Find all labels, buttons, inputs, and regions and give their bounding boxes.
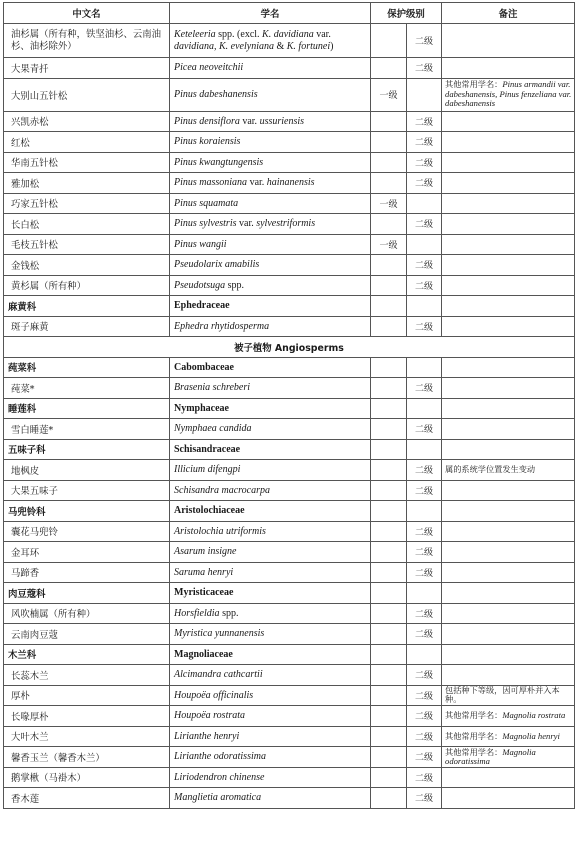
level-two xyxy=(407,439,442,460)
scientific-name: Keteleeria spp. (excl. K. davidiana var. davidiana, K. evelyniana & K. fortunei) xyxy=(170,24,371,58)
sci-name-part: Ephedra rhytidosperma xyxy=(174,320,270,332)
header-protection-level: 保护级别 xyxy=(371,3,442,24)
level-two: 二级 xyxy=(407,173,442,194)
level-one xyxy=(371,747,407,768)
scientific-name xyxy=(170,316,371,337)
scientific-name xyxy=(170,685,371,706)
level-two: 二级 xyxy=(407,562,442,583)
level-two xyxy=(407,357,442,378)
table-row xyxy=(4,111,575,132)
remark-other-name: Magnolia odoratissima xyxy=(445,746,536,766)
family-chinese-name: 马兜铃科 xyxy=(4,501,170,522)
scientific-name xyxy=(170,255,371,276)
level-one xyxy=(371,603,407,624)
table-row xyxy=(4,603,575,624)
chinese-name: 地枫皮 xyxy=(4,460,170,481)
remark xyxy=(442,624,575,645)
family-scientific-name: Aristolochiaceae xyxy=(170,501,371,522)
family-row xyxy=(4,501,575,522)
level-two: 二级 xyxy=(407,255,442,276)
table-row xyxy=(4,788,575,809)
chinese-name: 鹅掌楸（马褂木） xyxy=(4,767,170,788)
chinese-name: 马蹄香 xyxy=(4,562,170,583)
header-scientific-name: 学名 xyxy=(170,3,371,24)
level-one xyxy=(371,542,407,563)
level-one xyxy=(371,439,407,460)
table-row xyxy=(4,767,575,788)
remark xyxy=(442,173,575,194)
chinese-name: 黄杉属（所有种） xyxy=(4,275,170,296)
level-two: 二级 xyxy=(407,665,442,686)
sci-name-part: Saruma henryi xyxy=(174,566,234,578)
scientific-name xyxy=(170,603,371,624)
remark xyxy=(442,214,575,235)
remark-text: 包括种下等级，因可厚朴并入本种。 xyxy=(445,685,560,705)
sci-name-part: Pinus kwangtungensis xyxy=(174,156,264,168)
table-row xyxy=(4,24,575,58)
sci-name-part: Picea neoveitchii xyxy=(174,62,244,74)
sci-name-rank: var. xyxy=(247,177,267,189)
family-row xyxy=(4,398,575,419)
scientific-name xyxy=(170,706,371,727)
sci-name-part: Pseudolarix amabilis xyxy=(174,259,260,271)
level-two: 二级 xyxy=(407,747,442,768)
chinese-name: 馨香玉兰（馨香木兰） xyxy=(4,747,170,768)
family-chinese-name: 五味子科 xyxy=(4,439,170,460)
chinese-name: 大别山五针松 xyxy=(4,78,170,111)
level-two: 二级 xyxy=(407,542,442,563)
table-row xyxy=(4,706,575,727)
remark xyxy=(442,706,575,727)
scientific-name xyxy=(170,665,371,686)
level-two: 二级 xyxy=(407,480,442,501)
remark xyxy=(442,767,575,788)
level-one xyxy=(371,58,407,79)
scientific-name xyxy=(170,111,371,132)
scientific-name xyxy=(170,747,371,768)
level-two: 二级 xyxy=(407,767,442,788)
level-two: 二级 xyxy=(407,419,442,440)
remark-text: 属的系统学位置发生变动 xyxy=(445,464,536,475)
remark xyxy=(442,603,575,624)
family-scientific-name: Magnoliaceae xyxy=(170,644,371,665)
sci-name-part: Pinus dabeshanensis xyxy=(174,89,258,100)
chinese-name: 巧家五针松 xyxy=(4,193,170,214)
level-one xyxy=(371,296,407,317)
scientific-name xyxy=(170,78,371,111)
remark xyxy=(442,480,575,501)
remark xyxy=(442,685,575,706)
level-two: 二级 xyxy=(407,624,442,645)
level-two: 二级 xyxy=(407,316,442,337)
remark xyxy=(442,111,575,132)
table-row xyxy=(4,685,575,706)
sci-name-part: Myristica yunnanensis xyxy=(174,628,265,640)
remark xyxy=(442,665,575,686)
level-one xyxy=(371,132,407,153)
scientific-name xyxy=(170,562,371,583)
remark-text: 其他常用学名： xyxy=(445,710,503,721)
level-two: 二级 xyxy=(407,24,442,58)
level-one xyxy=(371,275,407,296)
sci-name-part: Liriodendron chinense xyxy=(174,771,265,783)
chinese-name: 兴凯赤松 xyxy=(4,111,170,132)
level-one xyxy=(371,665,407,686)
level-one: 一级 xyxy=(371,78,407,111)
sci-name-part: Houpoëa officinalis xyxy=(174,689,254,701)
sci-name-part: ussuriensis xyxy=(259,115,305,127)
scientific-name xyxy=(170,460,371,481)
section-row xyxy=(4,337,575,358)
table-row xyxy=(4,562,575,583)
remark xyxy=(442,357,575,378)
chinese-name: 莼菜* xyxy=(4,378,170,399)
chinese-name: 云南肉豆蔻 xyxy=(4,624,170,645)
scientific-name xyxy=(170,788,371,809)
family-row xyxy=(4,644,575,665)
scientific-name xyxy=(170,521,371,542)
level-two xyxy=(407,398,442,419)
table-row xyxy=(4,152,575,173)
level-two xyxy=(407,193,442,214)
level-one xyxy=(371,685,407,706)
remark xyxy=(442,24,575,58)
level-two: 二级 xyxy=(407,275,442,296)
chinese-name: 长喙厚朴 xyxy=(4,706,170,727)
level-one xyxy=(371,173,407,194)
chinese-name: 厚朴 xyxy=(4,685,170,706)
level-two: 二级 xyxy=(407,111,442,132)
sci-name-part: Pinus densiflora xyxy=(174,115,240,127)
table-row xyxy=(4,316,575,337)
chinese-name: 风吹楠属（所有种） xyxy=(4,603,170,624)
table-row xyxy=(4,58,575,79)
level-one: 一级 xyxy=(371,193,407,214)
level-two xyxy=(407,78,442,111)
table-row xyxy=(4,419,575,440)
chinese-name: 华南五针松 xyxy=(4,152,170,173)
level-two xyxy=(407,296,442,317)
table-row xyxy=(4,234,575,255)
chinese-name: 红松 xyxy=(4,132,170,153)
family-scientific-name: Nymphaceae xyxy=(170,398,371,419)
level-two: 二级 xyxy=(407,152,442,173)
remark-text: 其他常用学名： xyxy=(445,79,503,90)
level-two xyxy=(407,501,442,522)
chinese-name: 长蕊木兰 xyxy=(4,665,170,686)
level-one xyxy=(371,111,407,132)
scientific-name xyxy=(170,132,371,153)
scientific-name xyxy=(170,173,371,194)
family-chinese-name: 莼菜科 xyxy=(4,357,170,378)
chinese-name: 大叶木兰 xyxy=(4,726,170,747)
sci-name-rank: var. xyxy=(239,115,260,127)
sci-name-part: Asarum insigne xyxy=(174,546,237,558)
level-two xyxy=(407,234,442,255)
level-one xyxy=(371,357,407,378)
level-one xyxy=(371,24,407,58)
sci-name-part: Alcimandra cathcartii xyxy=(174,669,263,681)
remark xyxy=(442,296,575,317)
level-one xyxy=(371,562,407,583)
sci-name-rank: spp. xyxy=(225,279,245,291)
level-two: 二级 xyxy=(407,788,442,809)
remark-text: 其他常用学名： xyxy=(445,746,503,757)
remark-other-name: Pinus armandii var. dabeshanensis, Pinus fenzeliana var. dabeshanensis xyxy=(445,79,572,109)
table-row xyxy=(4,521,575,542)
protected-plants-table xyxy=(3,2,575,809)
remark xyxy=(442,439,575,460)
level-one xyxy=(371,316,407,337)
sci-name-part: Pinus wangii xyxy=(174,238,227,250)
scientific-name xyxy=(170,419,371,440)
remark xyxy=(442,788,575,809)
table-row xyxy=(4,624,575,645)
remark-text: 其他常用学名： xyxy=(445,730,503,741)
header-row xyxy=(4,3,575,24)
chinese-name: 大果五味子 xyxy=(4,480,170,501)
remark xyxy=(442,78,575,111)
level-one xyxy=(371,255,407,276)
remark xyxy=(442,132,575,153)
table-row xyxy=(4,255,575,276)
remark xyxy=(442,747,575,768)
family-chinese-name: 麻黄科 xyxy=(4,296,170,317)
chinese-name: 雪白睡莲* xyxy=(4,419,170,440)
chinese-name: 香木莲 xyxy=(4,788,170,809)
level-two: 二级 xyxy=(407,214,442,235)
sci-name-part: sylvestriformis xyxy=(256,218,316,230)
family-chinese-name: 睡莲科 xyxy=(4,398,170,419)
sci-name-part: Lirianthe henryi xyxy=(174,730,240,742)
family-row xyxy=(4,296,575,317)
scientific-name xyxy=(170,624,371,645)
level-one xyxy=(371,726,407,747)
table-row xyxy=(4,132,575,153)
scientific-name xyxy=(170,480,371,501)
table-row xyxy=(4,214,575,235)
chinese-name: 斑子麻黄 xyxy=(4,316,170,337)
scientific-name xyxy=(170,542,371,563)
sci-name-rank: var. xyxy=(236,218,257,230)
level-one xyxy=(371,583,407,604)
header-chinese-name: 中文名 xyxy=(4,3,170,24)
chinese-name: 油杉属（所有种，铁坚油杉、云南油杉、油杉除外） xyxy=(4,24,170,58)
remark xyxy=(442,255,575,276)
remark xyxy=(442,521,575,542)
chinese-name: 长白松 xyxy=(4,214,170,235)
level-one xyxy=(371,460,407,481)
remark xyxy=(442,562,575,583)
scientific-name xyxy=(170,726,371,747)
table-row xyxy=(4,542,575,563)
remark xyxy=(442,460,575,481)
table-row xyxy=(4,173,575,194)
header-remarks: 备注 xyxy=(442,3,575,24)
level-one xyxy=(371,788,407,809)
sci-name-part: Houpoëa rostrata xyxy=(174,710,246,722)
remark xyxy=(442,58,575,79)
sci-name-part: hainanensis xyxy=(266,177,315,189)
remark xyxy=(442,583,575,604)
sci-name-part: Pinus squamata xyxy=(174,197,239,209)
remark xyxy=(442,316,575,337)
table-row xyxy=(4,193,575,214)
level-one xyxy=(371,152,407,173)
scientific-name xyxy=(170,767,371,788)
level-two: 二级 xyxy=(407,132,442,153)
scientific-name xyxy=(170,234,371,255)
level-two: 二级 xyxy=(407,460,442,481)
table-row xyxy=(4,665,575,686)
level-one xyxy=(371,501,407,522)
table-row xyxy=(4,726,575,747)
sci-name-part: Pinus koraiensis xyxy=(174,136,241,148)
chinese-name: 大果青扦 xyxy=(4,58,170,79)
family-row xyxy=(4,439,575,460)
family-scientific-name: Schisandraceae xyxy=(170,439,371,460)
sci-name-part: Pinus massoniana xyxy=(174,177,248,189)
level-one xyxy=(371,419,407,440)
chinese-name: 囊花马兜铃 xyxy=(4,521,170,542)
remark xyxy=(442,234,575,255)
remark xyxy=(442,193,575,214)
level-one xyxy=(371,767,407,788)
sci-name-part: Lirianthe odoratissima xyxy=(174,751,266,763)
sci-name-part: Schisandra macrocarpa xyxy=(174,484,271,496)
chinese-name: 金钱松 xyxy=(4,255,170,276)
sci-name-part: Illicium difengpi xyxy=(174,464,241,476)
scientific-name xyxy=(170,378,371,399)
table-row xyxy=(4,378,575,399)
level-two: 二级 xyxy=(407,706,442,727)
family-scientific-name: Cabombaceae xyxy=(170,357,371,378)
table-row xyxy=(4,480,575,501)
scientific-name xyxy=(170,193,371,214)
level-two: 二级 xyxy=(407,378,442,399)
sci-name-part: Nymphaea candida xyxy=(174,423,252,435)
table-row xyxy=(4,747,575,768)
table-row xyxy=(4,460,575,481)
family-row xyxy=(4,583,575,604)
scientific-name xyxy=(170,275,371,296)
level-one xyxy=(371,521,407,542)
section-title: 被子植物 Angiosperms xyxy=(4,337,575,358)
remark xyxy=(442,644,575,665)
level-one xyxy=(371,706,407,727)
family-chinese-name: 木兰科 xyxy=(4,644,170,665)
remark xyxy=(442,501,575,522)
sci-name-part: Pinus sylvestris xyxy=(174,218,237,230)
remark xyxy=(442,275,575,296)
sci-name-part: Brasenia schreberi xyxy=(174,382,251,394)
remark xyxy=(442,152,575,173)
level-two xyxy=(407,644,442,665)
family-scientific-name: Myristicaceae xyxy=(170,583,371,604)
remark-other-name: Magnolia henryi xyxy=(502,730,560,741)
chinese-name: 雅加松 xyxy=(4,173,170,194)
level-one: 一级 xyxy=(371,234,407,255)
scientific-name xyxy=(170,214,371,235)
level-one xyxy=(371,624,407,645)
level-two: 二级 xyxy=(407,685,442,706)
sci-name-part: Aristolochia utriformis xyxy=(174,525,266,537)
level-two: 二级 xyxy=(407,603,442,624)
sci-name-part: Manglietia aromatica xyxy=(174,792,262,804)
remark-other-name: Magnolia rostrata xyxy=(502,710,566,721)
remark xyxy=(442,398,575,419)
table-row xyxy=(4,275,575,296)
sci-name-rank: spp. xyxy=(219,607,239,619)
family-chinese-name: 肉豆蔻科 xyxy=(4,583,170,604)
table-row xyxy=(4,78,575,111)
remark xyxy=(442,542,575,563)
level-two: 二级 xyxy=(407,726,442,747)
level-one xyxy=(371,214,407,235)
remark xyxy=(442,726,575,747)
remark xyxy=(442,419,575,440)
family-row xyxy=(4,357,575,378)
scientific-name xyxy=(170,152,371,173)
chinese-name: 金耳环 xyxy=(4,542,170,563)
level-one xyxy=(371,480,407,501)
family-scientific-name: Ephedraceae xyxy=(170,296,371,317)
level-two: 二级 xyxy=(407,58,442,79)
sci-name-part: Horsfieldia xyxy=(174,607,220,619)
level-one xyxy=(371,644,407,665)
chinese-name: 毛枝五针松 xyxy=(4,234,170,255)
level-two xyxy=(407,583,442,604)
scientific-name xyxy=(170,58,371,79)
level-one xyxy=(371,398,407,419)
level-one xyxy=(371,378,407,399)
level-two: 二级 xyxy=(407,521,442,542)
remark xyxy=(442,378,575,399)
sci-name-part: Pseudotsuga xyxy=(174,279,226,291)
